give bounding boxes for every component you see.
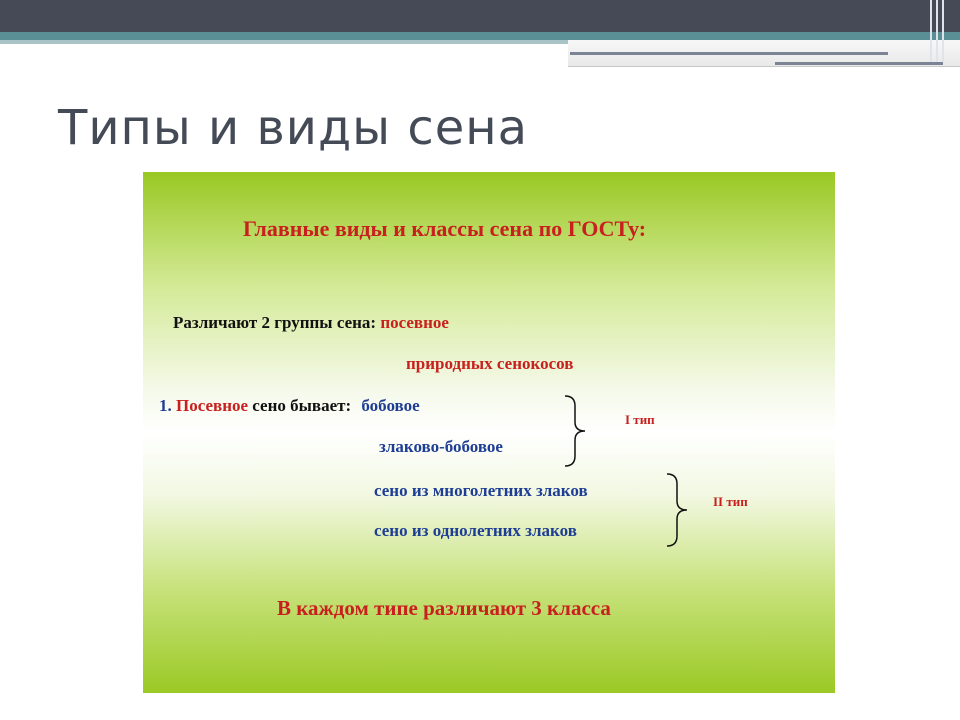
hay-item: сено из однолетних злаков [374, 521, 577, 540]
header-light-bar [0, 40, 568, 44]
brace-type2-icon [663, 472, 693, 548]
header-line [570, 52, 888, 55]
conclusion-text: В каждом типе различают 3 класса [277, 596, 611, 620]
groups-intro: Различают 2 группы сена: [173, 313, 377, 332]
type1-label: I тип [625, 412, 655, 427]
header-corner-line [936, 0, 938, 62]
header-corner-line [930, 0, 932, 62]
type2-label: II тип [713, 494, 748, 509]
panel-heading: Главные виды и классы сена по ГОСТу: [243, 216, 647, 241]
sown-suffix: сено бывает: [252, 396, 352, 415]
header-dark-bar [0, 0, 960, 32]
header-teal-bar [0, 32, 960, 40]
hay-item: злаково-бобовое [379, 437, 503, 456]
header-line [775, 62, 943, 65]
sown-label: Посевное [176, 396, 249, 415]
sown-number: 1. [159, 396, 172, 415]
sown-line [159, 396, 420, 416]
content-panel [143, 172, 835, 693]
hay-item: сено из многолетних злаков [374, 481, 588, 500]
group-sown: посевное [380, 313, 449, 332]
groups-line [173, 313, 449, 333]
header-corner-line [942, 0, 944, 62]
brace-type1-icon [561, 394, 591, 468]
slide-title: Типы и виды сена [58, 100, 529, 156]
hay-item: бобовое [361, 396, 420, 415]
group-natural: природных сенокосов [406, 354, 574, 373]
